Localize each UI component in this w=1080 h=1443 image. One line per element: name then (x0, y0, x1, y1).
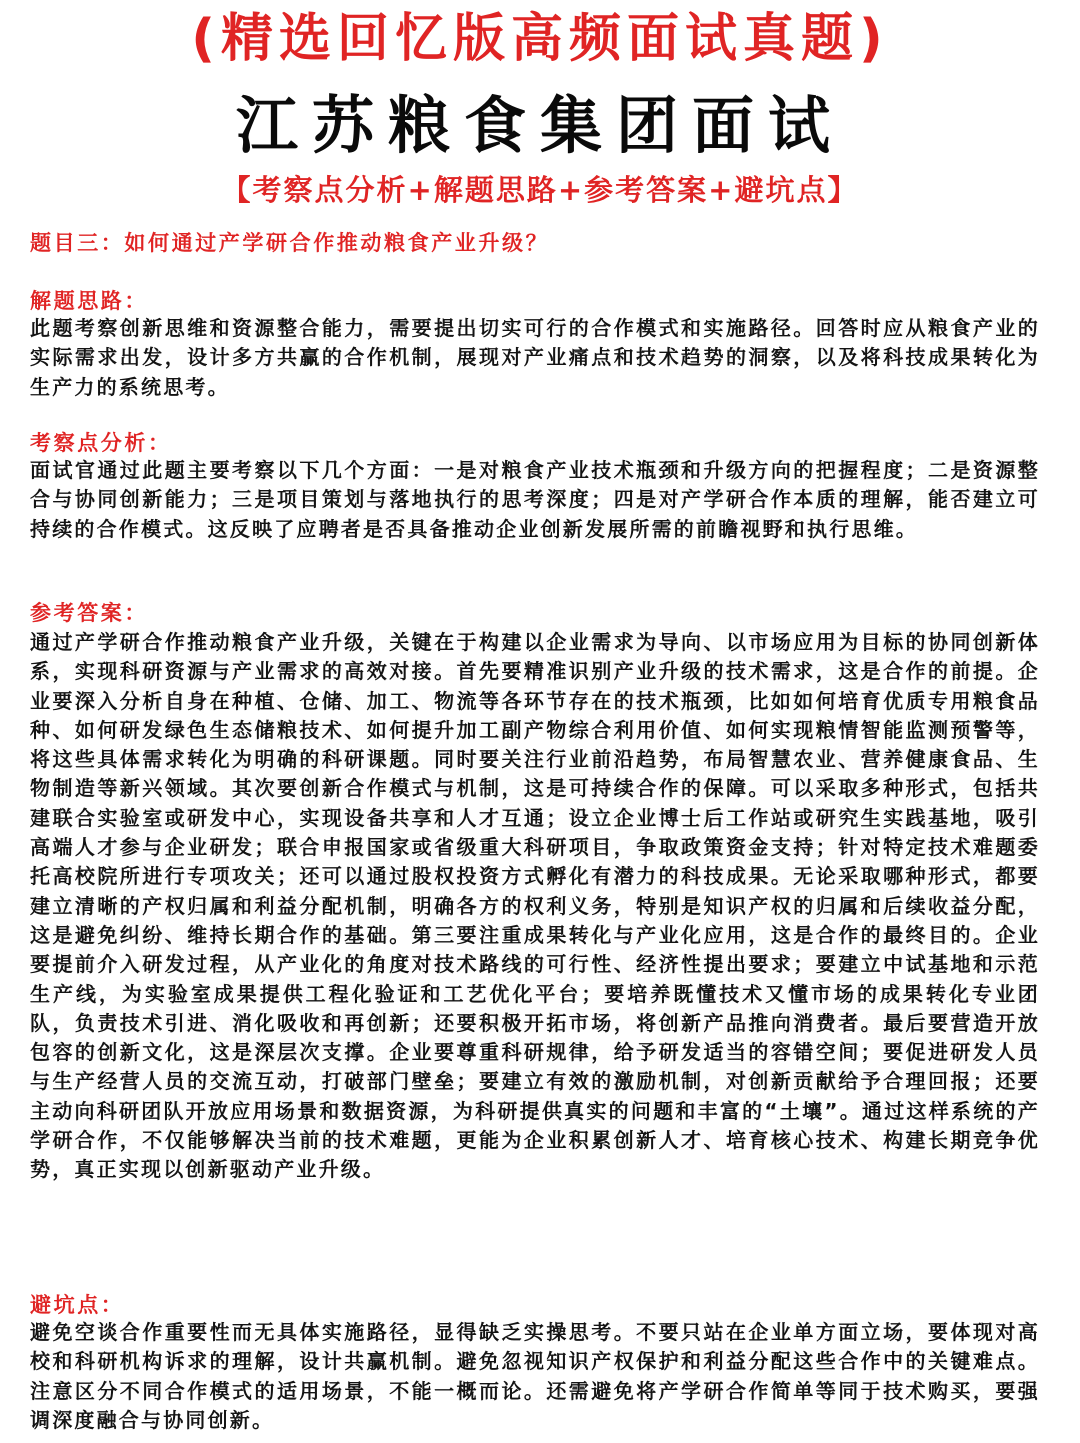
section-body-analysis: 面试官通过此题主要考察以下几个方面：一是对粮食产业技术瓶颈和升级方向的把握程度；二是资源整合与协同创新能力；三是项目策划与落地执行的思考深度；四是对产学研合作本质的理解，能否建立可持续的合作模式。这反映了应聘者是否具备推动企业创新发展所需的前瞻视野和执行思维。 (30, 458, 1040, 541)
subtitle: 【考察点分析+解题思路+参考答案+避坑点】 (221, 173, 859, 207)
section-label-thinking: 解题思路： (30, 289, 148, 313)
section-body-thinking: 此题考察创新思维和资源整合能力，需要提出切实可行的合作模式和实施路径。回答时应从粮食产业的实际需求出发，设计多方共赢的合作机制，展现对产业痛点和技术趋势的洞察，以及将科技成果转化为生产力的系统思考。 (30, 316, 1040, 399)
top-title: (精选回忆版高频面试真题) (191, 9, 889, 69)
section-label-analysis: 考察点分析： (30, 431, 172, 455)
section-label-answer: 参考答案： (30, 601, 148, 625)
page-title: 江苏粮食集团面试 (235, 89, 844, 162)
section-body-pitfalls: 避免空谈合作重要性而无具体实施路径，显得缺乏实操思考。不要只站在企业单方面立场，要体现对高校和科研机构诉求的理解，设计共赢机制。避免忽视知识产权保护和利益分配这些合作中的关键难点。注意区分不同合作模式的适用场景，不能一概而论。还需避免将产学研合作简单等同于技术购买，要强调深度融合与协同创新。 (30, 1320, 1040, 1432)
section-label-pitfalls: 避坑点： (30, 1293, 125, 1317)
question-heading: 题目三：如何通过产学研合作推动粮食产业升级？ (30, 231, 550, 255)
section-body-answer: 通过产学研合作推动粮食产业升级，关键在于构建以企业需求为导向、以市场应用为目标的协同创新体系，实现科研资源与产业需求的高效对接。首先要精准识别产业升级的技术需求，这是合作的前提。企业要深入分析自身在种植、仓储、加工、物流等各环节存在的技术瓶颈，比如如何培育优质专用粮食品种、如何研发绿色生态储粮技术、如何提升加工副产物综合利用价值、如何实现粮情智能监测预警等，将这些具体需求转化为明确的科研课题。同时要关注行业前沿趋势，布局智慧农业、营养健康食品、生物制造等新兴领域。其次要创新合作模式与机制，这是可持续合作的保障。可以采取多种形式，包括共建联合实验室或研发中心，实现设备共享和人才互通；设立企业博士后工作站或研究生实践基地，吸引高端人才参与企业研发；联合申报国家或省级重大科研项目，争取政策资金支持；针对特定技术难题委托高校院所进行专项攻关；还可以通过股权投资方式孵化有潜力的科技成果。无论采取哪种形式，都要建立清晰的产权归属和利益分配机制，明确各方的权利义务，特别是知识产权的归属和后续收益分配，这是避免纠纷、维持长期合作的基础。第三要注重成果转化与产业化应用，这是合作的最终目的。企业要提前介入研发过程，从产业化的角度对技术路线的可行性、经济性提出要求；要建立中试基地和示范生产线，为实验室成果提供工程化验证和工艺优化平台；要培养既懂技术又懂市场的成果转化专业团队，负责技术引进、消化吸收和再创新；还要积极开拓市场，将创新产品推向消费者。最后要营造开放包容的创新文化，这是深层次支撑。企业要尊重科研规律，给予研发适当的容错空间；要促进研发人员与生产经营人员的交流互动，打破部门壁垒；要建立有效的激励机制，对创新贡献给予合理回报；还要主动向科研团队开放应用场景和数据资源，为科研提供真实的问题和丰富的“土壤”。通过这样系统的产学研合作，不仅能够解决当前的技术难题，更能为企业积累创新人才、培育核心技术、构建长期竞争优势，真正实现以创新驱动产业升级。 (30, 630, 1040, 1182)
